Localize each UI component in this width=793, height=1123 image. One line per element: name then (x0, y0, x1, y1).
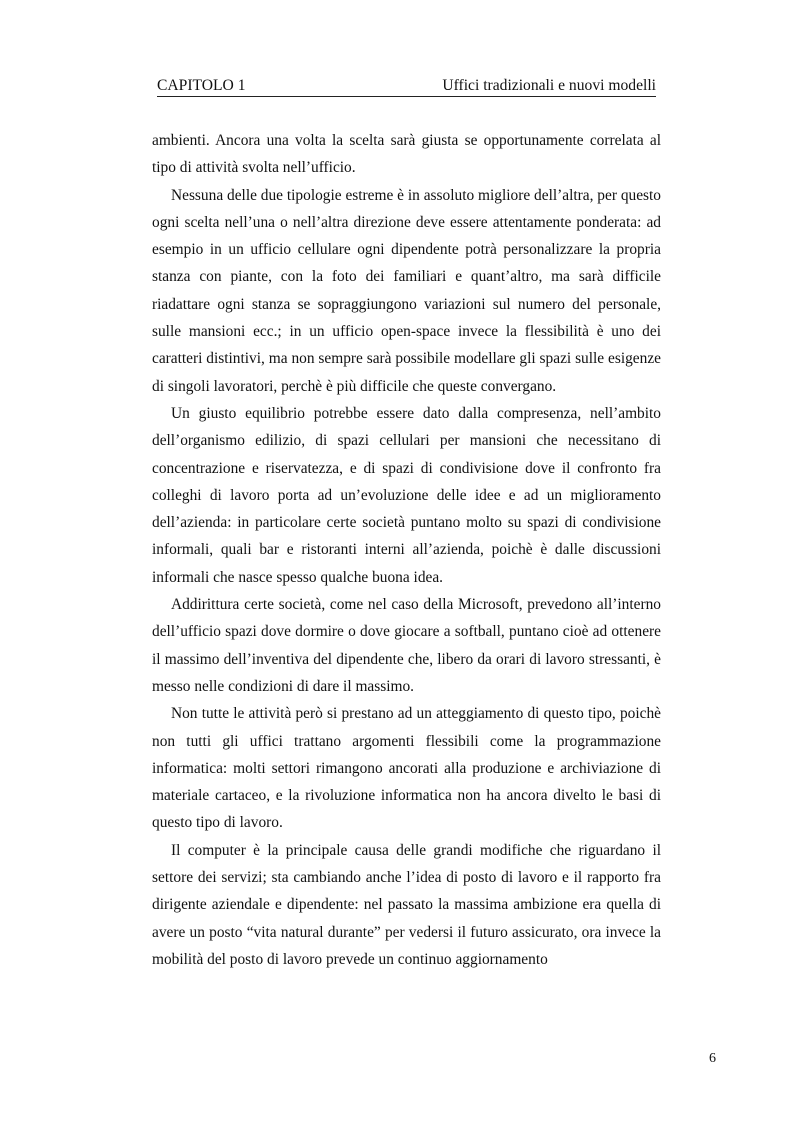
paragraph-attivita: Non tutte le attività però si prestano ad un atteggiamento di questo tipo, poichè non tutti gli uffici trattano argomenti flessibili come la programmazione informatica: molti settori rimangono ancorati alla produzione e archiviazione di materiale cartaceo, e la rivoluzione informatica non ha ancora divelto le basi di questo tipo di lavoro. (152, 705, 661, 832)
paragraph-computer: Il computer è la principale causa delle grandi modifiche che riguardano il settore dei servizi; sta cambiando anche l’idea di posto di lavoro e il rapporto fra dirigente aziendale e dipendente: nel passato la massima ambizione era quella di avere un posto “vita natural durante” per vedersi il futuro assicurato, ora invece la mobilità del posto di lavoro prevede un continuo aggiornamento (152, 841, 661, 968)
paragraph-continuation: ambienti. Ancora una volta la scelta sarà giusta se opportunamente correlata al tipo di attività svolta nell’ufficio. (152, 132, 661, 177)
body-text (152, 127, 661, 973)
section-title: Uffici tradizionali e nuovi modelli (442, 77, 656, 94)
page-header (157, 76, 656, 97)
paragraph-microsoft: Addirittura certe società, come nel caso della Microsoft, prevedono all’interno dell’ufficio spazi dove dormire o dove giocare a softball, puntano cioè ad ottenere il massimo dell’inventiva del dipendente che, libero da orari di lavoro stressanti, è messo nelle condizioni di dare il massimo. (152, 596, 661, 695)
page-number: 6 (709, 1051, 716, 1066)
paragraph-tipologie: Nessuna delle due tipologie estreme è in assoluto migliore dell’altra, per questo ogni scelta nell’una o nell’altra direzione deve essere attentamente ponderata: ad esempio in un ufficio cellulare ogni dipendente potrà personalizzare la propria stanza con piante, con la foto dei familiari e quant’altro, ma sarà difficile riadattare ogni stanza se sopraggiungono variazioni sul numero del personale, sulle mansioni ecc.; in un ufficio open-space invece la flessibilità è uno dei caratteri distintivi, ma non sempre sarà possibile modellare gli spazi sulle esigenze di singoli lavoratori, perchè è più difficile che queste convergano. (152, 186, 661, 395)
paragraph-equilibrio: Un giusto equilibrio potrebbe essere dato dalla compresenza, nell’ambito dell’organismo edilizio, di spazi cellulari per mansioni che necessitano di concentrazione e riservatezza, e di spazi di condivisione dove il confronto fra colleghi di lavoro porta ad un’evoluzione delle idee e ad un miglioramento dell’azienda: in particolare certe società puntano molto su spazi di condivisione informali, quali bar e ristoranti interni all’azienda, poichè è dalle discussioni informali che nasce spesso qualche buona idea. (152, 404, 661, 586)
chapter-label: CAPITOLO 1 (157, 77, 246, 94)
